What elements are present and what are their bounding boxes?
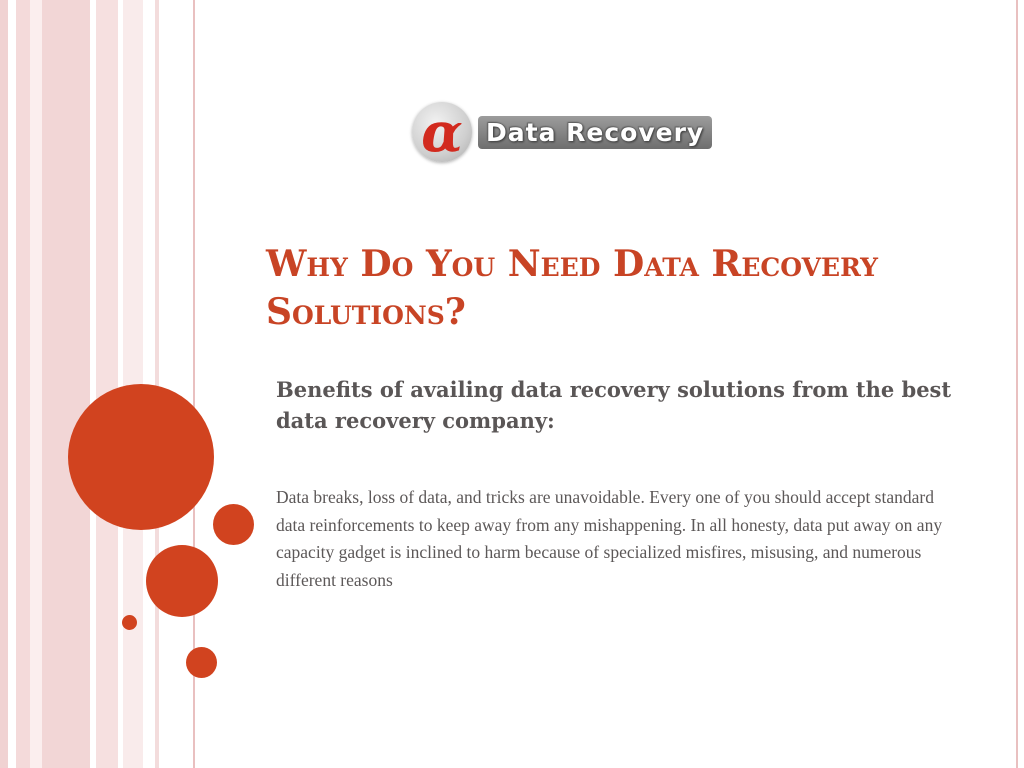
alpha-logo-icon: α: [412, 102, 472, 162]
decorative-stripe: [155, 0, 159, 768]
decorative-circle-large: [68, 384, 214, 530]
logo-text: Data Recovery: [478, 116, 712, 149]
decorative-stripe: [96, 0, 118, 768]
slide-title: Why Do You Need Data Recovery Solutions?: [266, 243, 878, 333]
divider-line-right: [1016, 0, 1018, 768]
decorative-circle-small: [213, 504, 254, 545]
company-logo: [412, 100, 714, 164]
decorative-stripe: [42, 0, 90, 768]
decorative-stripe: [0, 0, 8, 768]
slide-subtitle: Benefits of availing data recovery solutions from the best data recovery company:: [276, 377, 952, 433]
decorative-circle-medium: [146, 545, 218, 617]
decorative-stripe: [8, 0, 16, 768]
decorative-stripe: [16, 0, 30, 768]
body-paragraph: Data breaks, loss of data, and tricks are unavoidable. Every one of you should accept standard data reinforcements to keep away from any mishappening. In all honesty, data put away on any capacity gadget is inclined to harm because of specialized misfires, misusing, and numerous different reasons: [276, 487, 943, 590]
decorative-stripe: [30, 0, 42, 768]
decorative-circle-small: [186, 647, 217, 678]
decorative-circle-tiny: [122, 615, 137, 630]
